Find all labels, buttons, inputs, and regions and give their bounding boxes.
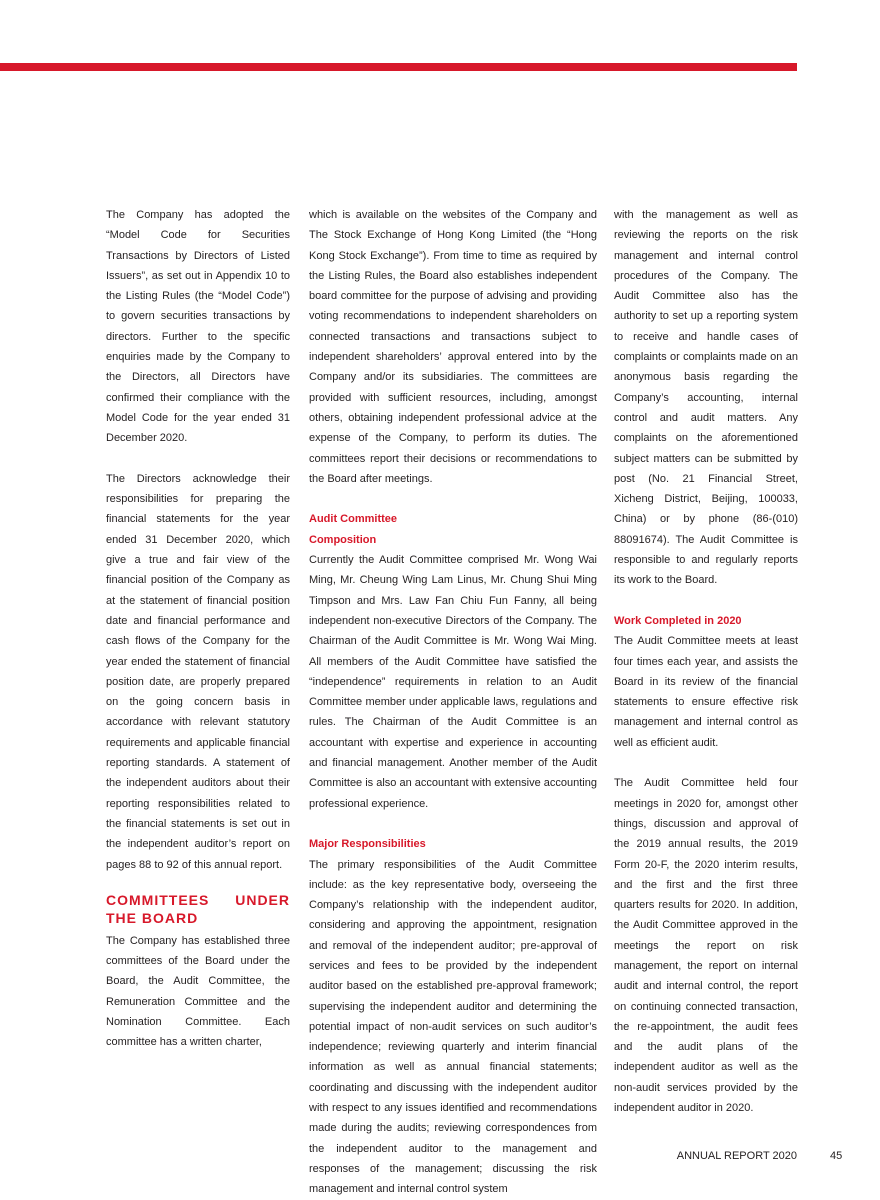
column-middle — [309, 205, 597, 1200]
top-accent-bar — [0, 63, 797, 71]
responsibilities-paragraph: The primary responsibilities of the Audit Committee include: as the key representative body, overseeing the Company’s relationship with the independent auditor, considering and approving the appointment, resignation and removal of the independent auditor; pre-approval of services and fees to be provided by the independent auditor based on the established pre-approval framework; supervising the independent auditor and determining the potential impact of non-audit services on such auditor’s independence; reviewing quarterly and interim financial information as well as annual financial statements; coordinating and discussing with the independent auditor with respect to any issues identified and recommendations made during the audits; reviewing correspondences from the independent auditor to the management and responses of the management; discussing the risk management and internal control system — [309, 858, 597, 1196]
heading-major-responsibilities: Major Responsibilities — [309, 838, 426, 851]
complaints-paragraph: with the management as well as reviewing the reports on the risk management and internal control procedures of the Company. The Audit Committee also has the authority to set up a reporting system to receive and handle cases of complaints or complaints made on an anonymous basis regarding the Company’s accounting, internal control and audit matters. Any complaints on the aforementioned subject matters can be submitted by post (No. 21 Financial Street, Xicheng District, Beijing, 100033, China) or by phone (86-(010) 88091674). The Audit Committee is responsible to and regularly reports its work to the Board. — [614, 209, 798, 587]
page-number: 45 — [830, 1150, 843, 1162]
charter-paragraph: which is available on the websites of the Company and The Stock Exchange of Hong Kong Limited (the “Hong Kong Stock Exchange”). From time to time as required by the Listing Rules, the Board also establishes independent board committee for the purpose of advising and providing voting recommendations to independent shareholders on connected transactions and transactions subject to independent shareholders’ approval entered into by the Company and/or its subsidiaries. The committees are provided with sufficient resources, including, amongst others, obtaining independent professional advice at the expense of the Company, to perform its duties. The committees report their decisions or recommendations to the Board after meetings. — [309, 209, 597, 485]
heading-work-completed: Work Completed in 2020 — [614, 614, 742, 627]
meetings-held-paragraph: The Audit Committee held four meetings in 2020 for, amongst other things, discussion and approval of the 2019 annual results, the 2019 Form 20-F, the 2020 interim results, and the first and the first three quarters results for 2020. In addition, the Audit Committee approved in the meetings the report on risk management, the report on internal audit and internal control, the report on continuing connected transaction, the re-appointment, the audit fees and the audit plans of the independent auditor as well as the non-audit services provided by the independent auditor in 2020. — [614, 777, 798, 1115]
meeting-frequency-paragraph: The Audit Committee meets at least four times each year, and assists the Board in its review of the financial statements to ensure effective risk management and internal control as well as efficient audit. — [614, 635, 798, 749]
section-title-committees: COMMITTEES UNDER THE BOARD — [106, 891, 290, 926]
heading-audit-committee: Audit Committee — [309, 513, 397, 526]
column-right — [614, 205, 798, 1118]
committees-intro-paragraph: The Company has established three committees of the Board under the Board, the Audit Committee, the Remuneration Committee and the Nomination Committee. Each committee has a written charter, — [106, 934, 290, 1049]
heading-composition: Composition — [309, 533, 377, 546]
footer-report-label: ANNUAL REPORT 2020 — [676, 1150, 797, 1162]
column-left — [106, 205, 290, 1053]
model-code-paragraph: The Company has adopted the “Model Code for Securities Transactions by Directors of Listed Issuers”, as set out in Appendix 10 to the Listing Rules (the “Model Code”) to govern securities transactions by directors. Further to the specific enquiries made by the Company to the Directors, all Directors have confirmed their compliance with the Model Code for the year ended 31 December 2020. — [106, 209, 290, 445]
directors-responsibility-paragraph: The Directors acknowledge their responsibilities for preparing the financial statements for the year ended 31 December 2020, which give a true and fair view of the financial position of the Company as at the statement of financial position date and financial performance and cash flows of the Company for the year ended the statement of financial position date, are properly prepared on the going concern basis in accordance with relevant statutory requirements and applicable financial reporting standards. A statement of the independent auditors about their reporting responsibilities related to the financial statements is set out in the independent auditor’s report on pages 88 to 92 of this annual report. — [106, 472, 290, 871]
composition-paragraph: Currently the Audit Committee comprised Mr. Wong Wai Ming, Mr. Cheung Wing Lam Linus, Mr. Chung Shui Ming Timpson and Mrs. Law Fan Chiu Fun Fanny, all being independent non-executive Directors of the Company. The Chairman of the Audit Committee is Mr. Wong Wai Ming. All members of the Audit Committee have satisfied the “independence” requirements in relation to an Audit Committee member under applicable laws, regulations and rules. The Chairman of the Audit Committee is an accountant with expertise and experience in accounting and financial management. Another member of the Audit Committee is also an accountant with extensive accounting professional experience. — [309, 554, 597, 810]
